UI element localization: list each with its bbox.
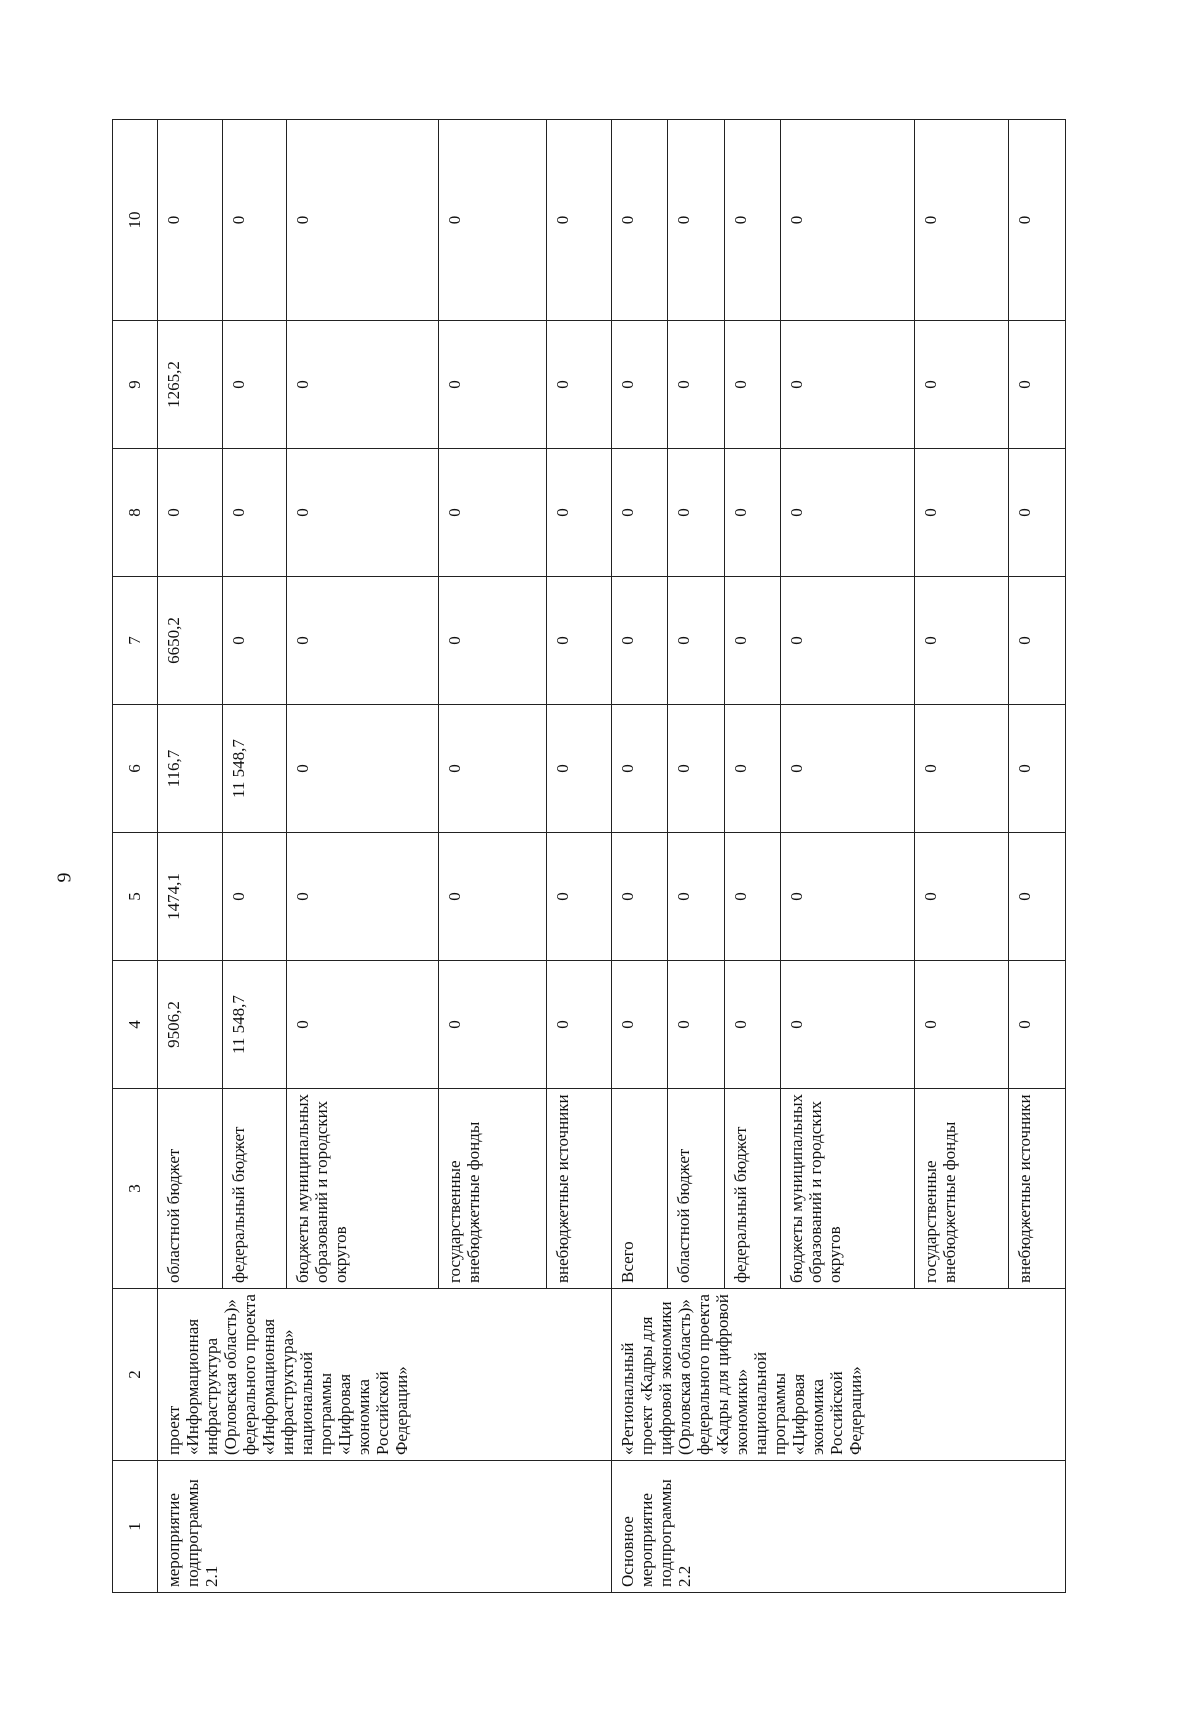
value-cell: 0 [287,120,439,321]
value-cell: 1474,1 [158,833,223,961]
funding-source-cell: федеральный бюджет [222,1089,287,1289]
funding-source-cell: государственные внебюджетные фонды [914,1089,1009,1289]
value-cell: 0 [222,449,287,577]
column-header-8: 8 [113,449,158,577]
value-cell: 0 [1009,833,1066,961]
value-cell: 0 [287,577,439,705]
value-cell: 0 [781,961,914,1089]
value-cell: 0 [287,705,439,833]
value-cell: 0 [611,961,667,1089]
value-cell: 0 [724,120,780,321]
funding-source-cell: внебюджетные источники [1009,1089,1066,1289]
value-cell: 0 [668,833,724,961]
value-cell: 0 [914,705,1009,833]
funding-source-cell: областной бюджет [158,1089,223,1289]
project-name-cell: проект «Информационная инфраструктура (Орловская область)» федерального проекта «Информационная инфраструктура» национальной программы «Цифровая экономика Российской Федерации» [158,1289,612,1461]
value-cell: 0 [1009,705,1066,833]
funding-source-cell: внебюджетные источники [547,1089,612,1289]
column-header-10: 10 [113,120,158,321]
funding-source-cell: областной бюджет [668,1089,724,1289]
table-row [611,120,667,1593]
header-row [113,120,158,1593]
value-cell: 0 [1009,120,1066,321]
column-header-6: 6 [113,705,158,833]
value-cell: 0 [158,120,223,321]
value-cell: 0 [439,961,547,1089]
column-header-4: 4 [113,961,158,1089]
value-cell: 0 [547,449,612,577]
value-cell: 0 [724,961,780,1089]
value-cell: 0 [611,120,667,321]
value-cell: 0 [547,833,612,961]
rotated-table-frame [112,120,1066,1593]
value-cell: 11 548,7 [222,705,287,833]
column-header-3: 3 [113,1089,158,1289]
value-cell: 0 [287,961,439,1089]
value-cell: 0 [287,449,439,577]
value-cell: 0 [668,705,724,833]
value-cell: 0 [668,321,724,449]
value-cell: 0 [914,961,1009,1089]
value-cell: 0 [1009,961,1066,1089]
value-cell: 0 [781,321,914,449]
value-cell: 0 [547,577,612,705]
funding-source-cell: бюджеты муниципальных образований и городских округов [287,1089,439,1289]
column-header-7: 7 [113,577,158,705]
value-cell: 0 [668,961,724,1089]
value-cell: 0 [547,961,612,1089]
column-header-1: 1 [113,1461,158,1593]
value-cell: 0 [1009,321,1066,449]
value-cell: 0 [158,449,223,577]
value-cell: 0 [439,833,547,961]
value-cell: 0 [439,705,547,833]
value-cell: 0 [439,449,547,577]
value-cell: 0 [611,321,667,449]
value-cell: 0 [1009,449,1066,577]
column-header-9: 9 [113,321,158,449]
value-cell: 9506,2 [158,961,223,1089]
value-cell: 0 [547,120,612,321]
value-cell: 0 [668,120,724,321]
value-cell: 0 [668,577,724,705]
value-cell: 0 [222,577,287,705]
value-cell: 6650,2 [158,577,223,705]
funding-source-cell: федеральный бюджет [724,1089,780,1289]
value-cell: 0 [914,833,1009,961]
value-cell: 0 [439,577,547,705]
value-cell: 0 [547,705,612,833]
value-cell: 0 [781,449,914,577]
column-header-5: 5 [113,833,158,961]
value-cell: 0 [914,449,1009,577]
value-cell: 11 548,7 [222,961,287,1089]
value-cell: 0 [222,321,287,449]
value-cell: 0 [724,705,780,833]
value-cell: 0 [287,833,439,961]
page-number: 9 [53,872,76,883]
value-cell: 0 [287,321,439,449]
value-cell: 0 [668,449,724,577]
value-cell: 0 [611,577,667,705]
value-cell: 1265,2 [158,321,223,449]
value-cell: 0 [724,833,780,961]
funding-source-cell: Всего [611,1089,667,1289]
value-cell: 0 [724,321,780,449]
value-cell: 0 [222,120,287,321]
value-cell: 0 [547,321,612,449]
funding-source-cell: государственные внебюджетные фонды [439,1089,547,1289]
value-cell: 0 [724,449,780,577]
activity-name-cell: Основное мероприятие подпрограммы 2.2 [611,1461,1065,1593]
value-cell: 0 [914,120,1009,321]
table-row [158,120,223,1593]
value-cell: 0 [781,705,914,833]
funding-table [112,119,1066,1593]
project-name-cell: «Региональный проект «Кадры для цифровой экономики (Орловская область)» федерального проекта «Кадры для цифровой экономики» национальной программы «Цифровая экономика Российской Федерации» [611,1289,1065,1461]
value-cell: 0 [439,321,547,449]
value-cell: 0 [914,577,1009,705]
activity-name-cell: мероприятие подпрограммы 2.1 [158,1461,612,1593]
value-cell: 0 [611,449,667,577]
value-cell: 0 [781,833,914,961]
value-cell: 0 [781,577,914,705]
value-cell: 116,7 [158,705,223,833]
value-cell: 0 [724,577,780,705]
column-header-2: 2 [113,1289,158,1461]
value-cell: 0 [611,705,667,833]
value-cell: 0 [914,321,1009,449]
value-cell: 0 [222,833,287,961]
value-cell: 0 [781,120,914,321]
value-cell: 0 [1009,577,1066,705]
funding-source-cell: бюджеты муниципальных образований и городских округов [781,1089,914,1289]
value-cell: 0 [611,833,667,961]
rotated-table-content [112,120,1066,1593]
value-cell: 0 [439,120,547,321]
